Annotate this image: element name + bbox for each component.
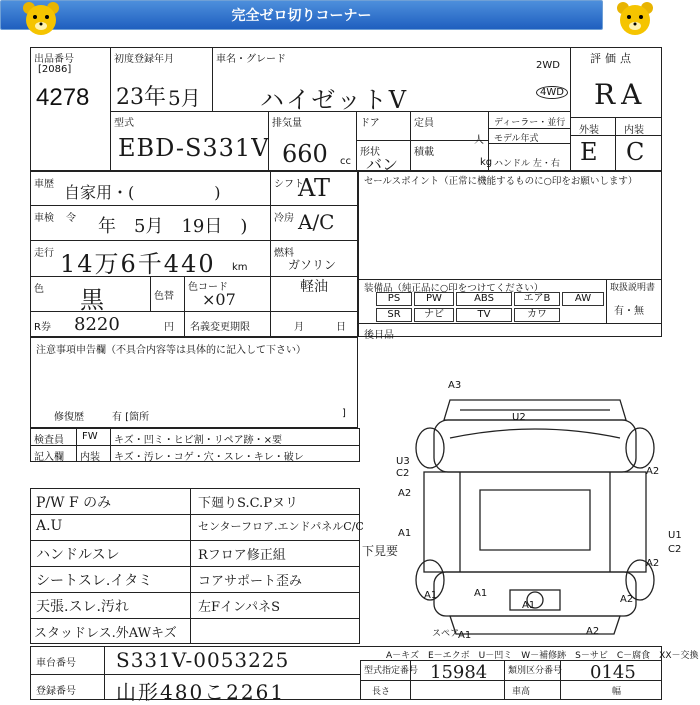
first-reg-year: 23年	[116, 85, 166, 110]
length-cert-label: 型式指定番号	[364, 666, 419, 676]
inspector-side-note: 下見要	[362, 544, 399, 558]
color-code-label: 色コード	[188, 282, 228, 293]
repair-bracket: ]	[342, 408, 346, 419]
reg-label: 登録番号	[36, 686, 76, 697]
inspector-note-left-5: 天張.スレ.汚れ	[36, 599, 129, 615]
owner-manual-value: 有・無	[614, 306, 644, 317]
damage-mark-a1-left: A1	[398, 528, 412, 539]
handle-label: ハンドル 左・右	[494, 159, 560, 169]
damage-mark-a1-lower: A1	[424, 590, 438, 601]
chassis-label: 車台番号	[36, 658, 76, 669]
type-label: 型式	[114, 118, 134, 129]
type-value: EBD-S331V	[118, 134, 270, 162]
exam-row: キズ・凹ミ・ヒビ割・リペア跡・×要	[114, 435, 282, 446]
equip-aw: AW	[562, 292, 604, 306]
damage-mark-a2-right-2: A2	[646, 558, 660, 569]
damage-mark-a2-lower: A2	[620, 594, 634, 605]
first-reg-month: 5月	[168, 86, 201, 110]
damage-mark-a2-left: A2	[398, 488, 412, 499]
exhibit-code: [2086]	[38, 64, 72, 75]
fuel-gas: ガソリン	[288, 258, 337, 272]
kg-unit: kg	[480, 157, 493, 168]
interior-value: C	[626, 138, 645, 166]
model-name: ハイゼットV	[260, 86, 409, 114]
yen-unit: 円	[164, 322, 174, 333]
interior-label: 内装	[624, 125, 644, 136]
color-label: 色	[34, 284, 44, 295]
repair-value: 有 [箇所	[112, 412, 150, 423]
interior-entry-label: 内装	[80, 452, 100, 463]
reg-value: 山形480こ2261	[116, 680, 286, 704]
class-label: 類別区分番号	[508, 666, 563, 676]
spare-tag: スペア	[432, 629, 460, 639]
damage-mark-u1: U1	[668, 530, 682, 541]
fuel-diesel: 軽油	[300, 279, 328, 295]
width-label: 幅	[612, 687, 622, 697]
mileage-value: 14万6千440	[60, 250, 216, 278]
shift-value: AT	[298, 174, 331, 202]
shift-label: シフト	[274, 179, 304, 190]
fw-label: FW	[82, 431, 98, 442]
equip-pw: PW	[414, 292, 454, 306]
equip-sr: SR	[376, 308, 412, 322]
load-label: 積載	[414, 147, 434, 158]
inspector-note-left-1: P/W F のみ	[36, 495, 112, 511]
damage-mark-c2-right: C2	[668, 544, 682, 555]
post-item-label: 後日品	[364, 330, 394, 341]
color-value: 黒	[80, 286, 104, 314]
dealer-label: ディーラー・並行	[494, 118, 566, 128]
lot-number: 4278	[36, 84, 90, 111]
exam-label: 検査員	[34, 435, 64, 446]
model-label: 車名・グレード	[216, 54, 286, 65]
drive-2wd: 2WD	[536, 60, 560, 71]
damage-mark-a1-center: A1	[522, 600, 536, 611]
damage-mark-a1-mid: A1	[474, 588, 488, 599]
color2-label: 色替	[154, 291, 174, 302]
ac-label: 冷房	[274, 213, 294, 224]
owner-manual-label: 取扱説明書	[610, 283, 656, 293]
recycle-label: R券	[34, 322, 51, 333]
fuel-label: 燃料	[274, 248, 294, 259]
month-unit: 月	[294, 322, 304, 333]
damage-mark-a2-bottom: A2	[586, 626, 600, 637]
notes-row: キズ・汚レ・コゲ・穴・スレ・キレ・破レ	[114, 452, 304, 463]
height-value: 0145	[590, 662, 636, 683]
inspector-note-right-2: センターフロア.エンドパネルC/C	[198, 520, 364, 533]
exterior-value: E	[580, 138, 598, 166]
inspector-note-left-3: ハンドルスレ	[36, 547, 120, 563]
banner-title: 完全ゼロ切りコーナー	[231, 8, 372, 24]
height-label: 車高	[512, 687, 531, 697]
repair-label: 修復歴	[54, 412, 84, 423]
mileage-label: 走行	[34, 248, 54, 259]
eval-score: RA	[594, 78, 648, 111]
damage-mark-u2: U2	[512, 412, 526, 423]
bear-mascot-right-icon	[614, 0, 656, 38]
equip-navi: ナビ	[414, 308, 454, 322]
km-unit: km	[232, 262, 248, 273]
use-label: 車歴	[34, 179, 54, 190]
cc-unit: cc	[340, 156, 351, 167]
drive-4wd: 4WD	[536, 86, 568, 99]
len-label: 長さ	[372, 687, 391, 697]
notes-entry-label: 記入欄	[34, 452, 64, 463]
capacity-label: 定員	[414, 118, 434, 129]
exterior-label: 外装	[579, 125, 599, 136]
inspector-note-right-5: 左FインパネS	[198, 600, 281, 615]
inspector-note-right-4: コアサポート歪み	[198, 574, 303, 589]
eval-label: 評価点	[590, 52, 635, 65]
equip-tv: TV	[456, 308, 512, 322]
first-reg-label: 初度登録年月	[114, 54, 174, 65]
person-unit: 人	[474, 135, 484, 146]
inspector-note-left-4: シートスレ.イタミ	[36, 573, 153, 589]
exhibit-label: 出品番号	[34, 54, 74, 65]
inspector-note-left-6: スタッドレス.外AWキズ	[34, 626, 177, 641]
inspector-note-left-2: A.U	[36, 518, 63, 534]
displacement-label: 排気量	[272, 118, 302, 129]
displacement-value: 660	[282, 140, 328, 168]
model-year-label: モデル年式	[494, 134, 539, 144]
form-value: バン	[366, 155, 399, 174]
day-unit: 日	[336, 322, 346, 333]
sales-point-label: セールスポイント（正常に機能するものに○印をお願いします）	[364, 176, 638, 187]
chassis-value: S331V-0053225	[116, 648, 290, 672]
damage-mark-u3: U3	[396, 456, 410, 467]
equip-leather: カワ	[514, 308, 560, 322]
form-label: 形状	[360, 147, 380, 158]
inspector-note-right-3: Rフロア修正組	[198, 548, 286, 563]
meikan-label: 名義変更期限	[190, 322, 250, 333]
door-label: ドア	[360, 118, 380, 129]
damage-legend: A－キズ E－エクボ U－凹ミ W－補修跡 S－サビ C－腐食 XX－交換	[386, 651, 699, 661]
equip-ps: PS	[376, 292, 412, 306]
equip-abs: ABS	[456, 292, 512, 306]
damage-mark-a1-bottom: A1	[458, 630, 472, 641]
inspection-era: 令	[66, 213, 76, 224]
damage-mark-a3: A3	[448, 380, 462, 391]
recycle-value: 8220	[74, 314, 120, 335]
inspection-label: 車検	[34, 213, 54, 224]
ac-value: A/C	[298, 210, 335, 234]
notes-label: 注意事項申告欄（不具合内容等は具体的に記入して下さい）	[36, 345, 306, 356]
color-code-value: ×07	[202, 290, 236, 309]
damage-mark-a2-right: A2	[646, 466, 660, 477]
inspection-value: 年 5月 19日 )	[98, 216, 248, 237]
equipment-label: 装備品（純正品に○印をつけてください）	[364, 283, 544, 294]
page-banner	[0, 0, 603, 30]
bear-mascot-left-icon	[20, 0, 62, 38]
inspector-note-right-1: 下廻りS.C.Pヌリ	[198, 496, 298, 511]
use-value: 自家用・( )	[64, 183, 221, 202]
equip-airbag: エアB	[514, 292, 560, 306]
damage-mark-c2: C2	[396, 468, 410, 479]
length-value: 15984	[430, 662, 488, 683]
